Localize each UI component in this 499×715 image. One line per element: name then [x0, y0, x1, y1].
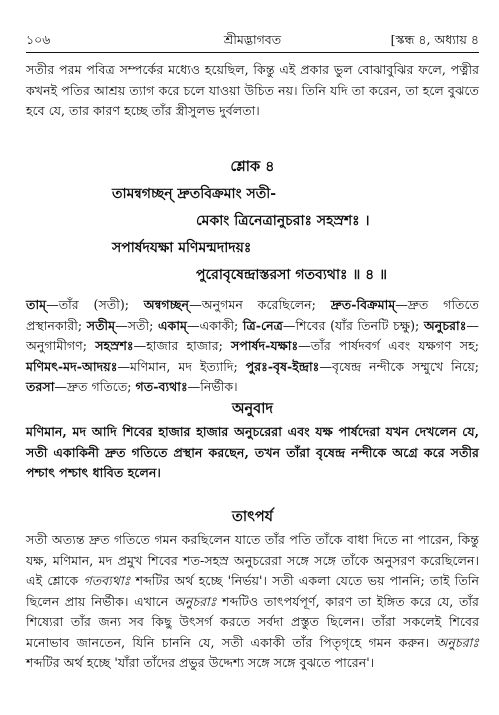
synonym-word: দ্রুত-বিক্রমাম্: [330, 297, 396, 312]
synonym-word: সতীম্: [86, 317, 116, 333]
synonym-meaning: তাঁর (সতী);: [58, 297, 144, 312]
synonym-word: তরসা: [26, 379, 55, 394]
purport-term: অনুচরাঃ: [173, 593, 217, 609]
purport-text: শব্দটির অর্থ হচ্ছে 'নির্ভয়'। সতী একলা যেতে ভয় পাননি; তাই তিনি ছিলেন প্রায় নির্ভীক। এখানে: [26, 573, 479, 609]
translation-paragraph: মণিমান, মদ আদি শিবের হাজার হাজার অনুচরেরা এবং যক্ষ পার্ষদেরা যখন দেখলেন যে, সতী একাকিনী দ্রুত গতিতে প্রস্থান করছেন, তখন তাঁরা বৃষেন্দ্র নন্দীকে অগ্রে করে সতীর পশ্চাৎ পশ্চাৎ ধাবিত হলেন।: [26, 424, 479, 480]
synonym-word: ত্রি-নেত্র: [242, 317, 283, 333]
synonyms-paragraph: তাম্—তাঁর (সতী); অন্বগচ্ছন্—অনুগমন করেছিলেন; দ্রুত-বিক্রমাম্—দ্রুত গতিতে প্রস্থানকারী; সতীম্—সতী; একাম্—একাকী; ত্রি-নেত্র—শিবের (যাঁর তিনটি চক্ষু); অনুচরাঃ—অনুগামীগণ; সহস্রশঃ—হাজার হাজার; সপার্ষদ-যক্ষাঃ—তাঁর পার্ষদবর্গ এবং যক্ষগণ সহ; মণিমৎ-মদ-আদয়ঃ—মণিমান, মদ ইত্যাদি; পুরঃ-বৃষ-ইন্দ্রাঃ—বৃষেন্দ্র নন্দীকে সম্মুখে নিয়ে; তরসা—দ্রুত গতিতে; গত-ব্যথাঃ—নির্ভীক।: [26, 297, 480, 394]
synonym-meaning: অনুগমন করেছিলেন;: [201, 297, 331, 312]
synonym-meaning: সতী;: [127, 317, 158, 333]
synonym-meaning: হাজার হাজার;: [146, 338, 232, 353]
synonym-word: অন্বগচ্ছন্: [143, 297, 190, 312]
synonym-word: সহস্রশঃ: [95, 338, 134, 353]
purport-term: গতব্যথাঃ: [83, 573, 131, 588]
synonym-word: পুরঃ-বৃষ-ইন্দ্রাঃ: [245, 358, 320, 374]
purport-term: অনুচরাঃ: [436, 634, 479, 650]
synonym-word: সপার্ষদ-যক্ষাঃ: [231, 338, 299, 353]
synonym-meaning: দ্রুত গতিতে প্রস্থানকারী;: [26, 297, 480, 333]
synonym-meaning: নির্ভীক।: [200, 379, 238, 394]
synonym-meaning: দ্রুত গতিতে;: [66, 379, 136, 394]
chapter-reference: [স্কন্ধ ৪, অধ্যায় ৪: [390, 32, 479, 47]
purport-text: শব্দটির অর্থ হচ্ছে 'যাঁরা তাঁদের প্রভুর উদ্দেশ্য সঙ্গে সঙ্গে বুঝতে পারেন'।: [26, 655, 375, 670]
page-number: ১০৬: [26, 32, 51, 47]
sloka-line-2: মেকাং ত্রিনেত্রানুচরাঃ সহস্রশঃ ।: [196, 213, 370, 229]
intro-paragraph: সতীর পরম পবিত্র সম্পর্কের মধ্যেও হয়েছিল, কিন্তু এই প্রকার ভুল বোঝাবুঝির ফলে, পত্নীর কখনই পতির আশ্রয় ত্যাগ করে চলে যাওয়া উচিত নয়। তিনি যদি তা করেন, তা হলে বুঝতে হবে যে, তার কারণ হচ্ছে তাঁর স্ত্রীসুলভ দুর্বলতা।: [26, 62, 479, 118]
synonym-word: একাম্: [157, 317, 187, 333]
page-header: [26, 32, 479, 50]
synonym-word: গত-ব্যথাঃ: [135, 379, 188, 394]
translation-heading: অনুবাদ: [231, 400, 274, 417]
purport-text: সতী অত্যন্ত দ্রুত গতিতে গমন করছিলেন যাতে তাঁর পতি তাঁকে বাধা দিতে না পারেন, কিন্তু যক্ষ, মণিমান, মদ প্রমুখ শিবের শত-সহস্র অনুচরেরা সঙ্গে সঙ্গে তাঁকে অনুসরণ করেছিলেন। এই শ্লোকে: [26, 532, 479, 588]
synonym-meaning: তাঁর পার্ষদবর্গ এবং যক্ষগণ সহ;: [310, 338, 479, 353]
sloka-line-4: পুরোবৃষেন্দ্রাস্তরসা গতব্যথাঃ ॥ ৪ ॥: [196, 267, 388, 283]
synonym-meaning: মণিমান, মদ ইত্যাদি;: [130, 358, 246, 374]
synonym-meaning: শিবের (যাঁর তিনটি চক্ষু);: [295, 317, 424, 333]
synonym-meaning: অনুগামীগণ;: [26, 338, 96, 353]
sloka-line-1: তামন্বগচ্ছন্ দ্রুতবিক্রমাং সতী-: [112, 186, 277, 202]
purport-heading: তাৎপর্য: [231, 508, 274, 525]
synonym-meaning: বৃষেন্দ্র নন্দীকে সম্মুখে নিয়ে;: [331, 358, 479, 374]
purport-text: শব্দটিও তাৎপর্যপূর্ণ, কারণ তা ইঙ্গিত করে যে, তাঁর শিষ্যেরা তাঁর জন্য সব কিছু উৎসর্গ করতে সর্বদা প্রস্তুত ছিলেন। তাঁরা সকলেই শিবের মনোভাব জানতেন, যিনি চাননি যে, সতী একাকী তাঁর পিতৃগৃহে গমন করুন।: [26, 593, 479, 650]
sloka-line-3: সপার্ষদযক্ষা মণিমন্মদাদয়ঃ: [112, 240, 252, 256]
synonym-word: অনুচরাঃ: [423, 317, 467, 333]
synonym-meaning: একাকী;: [199, 317, 243, 333]
synonym-word: মণিমৎ-মদ-আদয়ঃ: [26, 358, 118, 374]
purport-paragraph: [26, 530, 479, 674]
header-rule: [26, 52, 479, 53]
book-title: শ্রীমদ্ভাগবত: [223, 32, 282, 47]
sloka-heading: শ্লোক ৪: [230, 158, 275, 175]
synonym-word: তাম্: [26, 297, 47, 312]
